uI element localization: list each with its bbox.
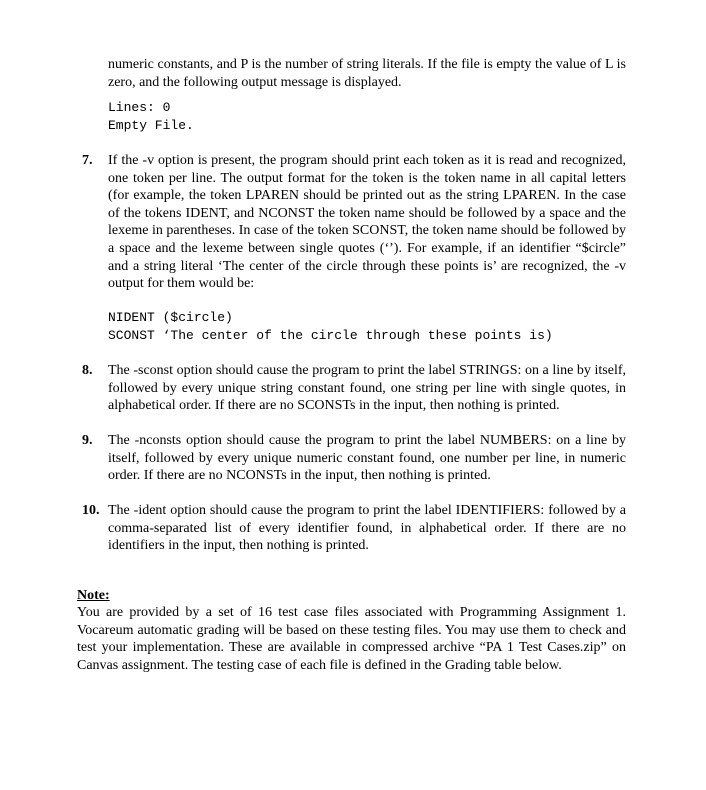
list-item-7	[82, 152, 626, 293]
item-number: 10.	[82, 503, 100, 518]
intro-paragraph: numeric constants, and P is the number of string literals. If the file is empty the value of L is zero, and the following output message is displayed.	[108, 57, 626, 90]
note-heading: Note:	[77, 588, 110, 603]
item-text: The -ident option should cause the program to print the label IDENTIFIERS: followed by a comma-separated list of every identifier found, in alphabetical order. If there are no identifiers in the input, then nothing is printed.	[108, 503, 626, 554]
code-line: SCONST ‘The center of the circle through these points is)	[108, 328, 553, 343]
item-text: The -nconsts option should cause the program to print the label NUMBERS: on a line by itself, followed by every unique numeric constant found, one number per line, in numeric order. If there are no NCONSTs in the input, then nothing is printed.	[108, 433, 626, 484]
verbose-output-code	[108, 309, 553, 345]
item-number: 7.	[82, 153, 93, 168]
empty-file-output-code	[108, 99, 194, 135]
code-line: Empty File.	[108, 118, 194, 133]
item-text: If the -v option is present, the program should print each token as it is read and recognized, one token per line. The output format for the token is the token name in all capital letters (for example, the token LPAREN should be printed out as the string LPAREN. In the case of the tokens IDENT, and NCONST the token name should be followed by a space and the lexeme in parentheses. In case of the token SCONST, the token name should be followed by a space and the lexeme between single quotes (‘’). For example, if an identifier “$circle” and a string literal ‘The center of the circle through these points is’ are recognized, the -v output for them would be:	[108, 153, 626, 292]
code-line: NIDENT ($circle)	[108, 310, 233, 325]
list-item-8	[82, 362, 626, 415]
list-item-10	[82, 502, 626, 555]
code-line: Lines: 0	[108, 100, 171, 115]
list-item-9	[82, 432, 626, 485]
item-number: 8.	[82, 363, 93, 378]
item-text: The -sconst option should cause the program to print the label STRINGS: on a line by itself, followed by every unique string constant found, one string per line with single quotes, in alphabetical order. If there are no SCONSTs in the input, then nothing is printed.	[108, 363, 626, 414]
note-paragraph: You are provided by a set of 16 test case files associated with Programming Assignment 1. Vocareum automatic grading will be based on these testing files. You may use them to check and test your implementation. These are available in compressed archive “PA 1 Test Cases.zip” on Canvas assignment. The testing case of each file is defined in the Grading table below.	[77, 605, 626, 673]
item-number: 9.	[82, 433, 93, 448]
